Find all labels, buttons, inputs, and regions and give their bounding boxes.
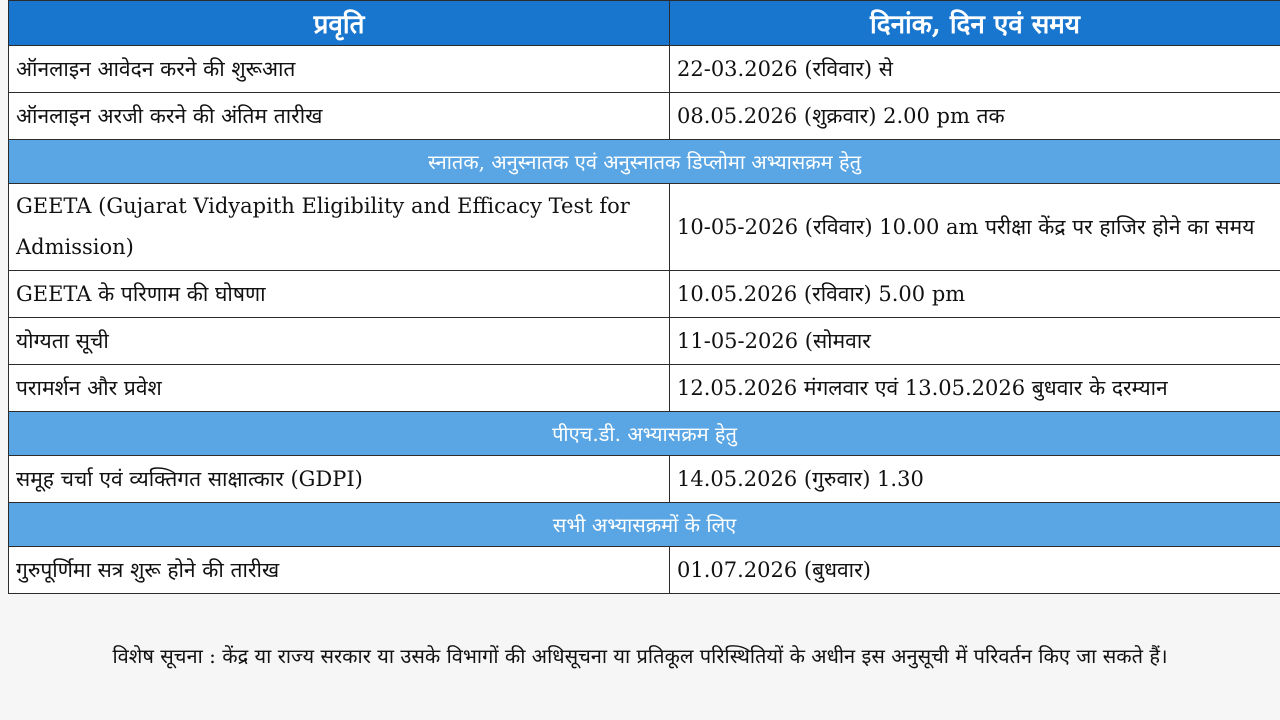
- special-notice: विशेष सूचना : केंद्र या राज्य सरकार या उसके विभागों की अधिसूचना या प्रतिकूल परिस्थितियों के अधीन इस अनुसूची में परिवर्तन किए जा सकते हैं।: [112, 644, 1168, 668]
- date-cell: 11-05-2026 (सोमवार: [670, 318, 1280, 365]
- table-row: [9, 184, 1280, 271]
- activity-cell: GEETA के परिणाम की घोषणा: [9, 271, 670, 318]
- date-cell: 10-05-2026 (रविवार) 10.00 am परीक्षा केंद्र पर हाजिर होने का समय: [670, 184, 1280, 271]
- table-row: [9, 365, 1280, 412]
- activity-cell: ऑनलाइन अरजी करने की अंतिम तारीख: [9, 93, 670, 140]
- date-cell: 10.05.2026 (रविवार) 5.00 pm: [670, 271, 1280, 318]
- section-row: [9, 140, 1280, 184]
- date-cell: 12.05.2026 मंगलवार एवं 13.05.2026 बुधवार के दरम्यान: [670, 365, 1280, 412]
- schedule-table: [8, 0, 1280, 594]
- section-row: [9, 412, 1280, 456]
- header-activity: प्रवृति: [9, 1, 670, 46]
- table-row: [9, 318, 1280, 365]
- activity-cell: योग्यता सूची: [9, 318, 670, 365]
- table-row: [9, 93, 1280, 140]
- table-header-row: [9, 1, 1280, 46]
- activity-cell: गुरुपूर्णिमा सत्र शुरू होने की तारीख: [9, 547, 670, 594]
- table-row: [9, 271, 1280, 318]
- section-row: [9, 503, 1280, 547]
- activity-cell: समूह चर्चा एवं व्यक्तिगत साक्षात्कार (GDPI): [9, 456, 670, 503]
- section-heading: स्नातक, अनुस्नातक एवं अनुस्नातक डिप्लोमा अभ्यासक्रम हेतु: [9, 140, 1280, 184]
- activity-cell: GEETA (Gujarat Vidyapith Eligibility and Efficacy Test for Admission): [9, 184, 670, 271]
- table-row: [9, 46, 1280, 93]
- schedule-container: [8, 0, 1280, 594]
- table-row: [9, 547, 1280, 594]
- date-cell: 22-03.2026 (रविवार) से: [670, 46, 1280, 93]
- section-heading: सभी अभ्यासक्रमों के लिए: [9, 503, 1280, 547]
- date-cell: 08.05.2026 (शुक्रवार) 2.00 pm तक: [670, 93, 1280, 140]
- activity-cell: परामर्शन और प्रवेश: [9, 365, 670, 412]
- date-cell: 01.07.2026 (बुधवार): [670, 547, 1280, 594]
- table-row: [9, 456, 1280, 503]
- date-cell: 14.05.2026 (गुरुवार) 1.30: [670, 456, 1280, 503]
- section-heading: पीएच.डी. अभ्यासक्रम हेतु: [9, 412, 1280, 456]
- activity-cell: ऑनलाइन आवेदन करने की शुरूआत: [9, 46, 670, 93]
- header-date-time: दिनांक, दिन एवं समय: [670, 1, 1280, 46]
